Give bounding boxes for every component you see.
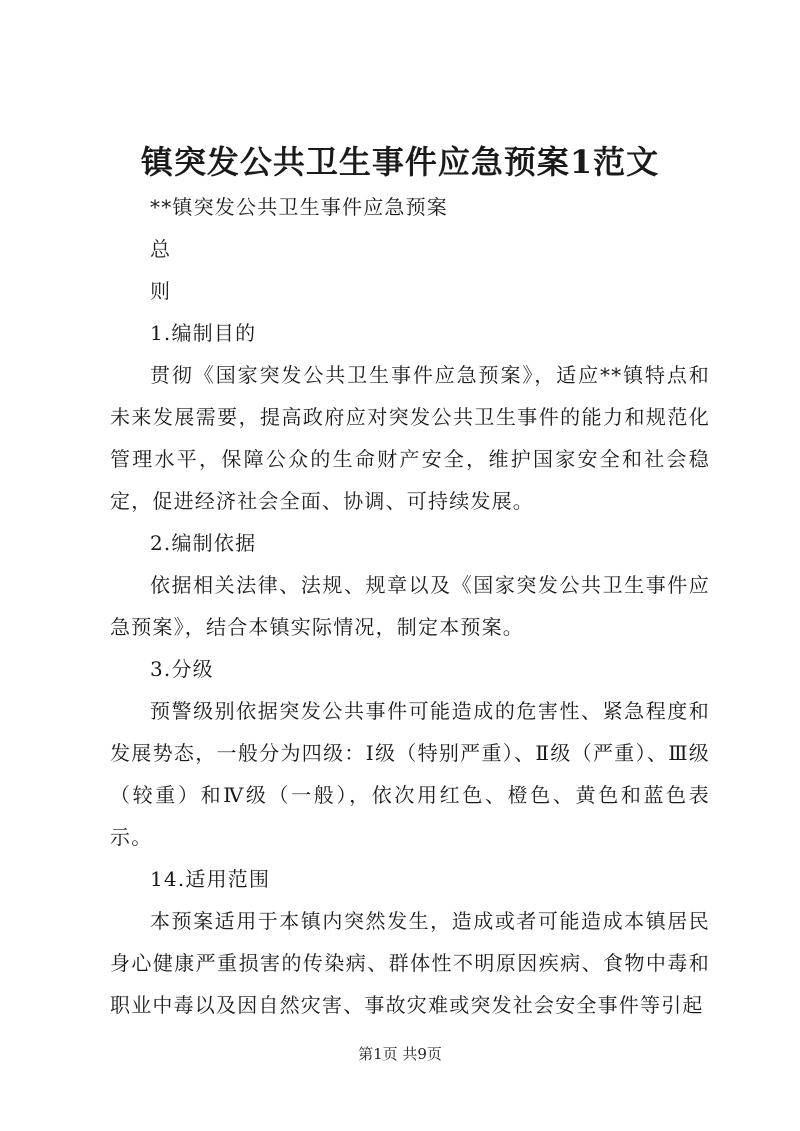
paragraph-basis: 依据相关法律、法规、规章以及《国家突发公共卫生事件应急预案》，结合本镇实际情况，制定本预案。 bbox=[110, 573, 710, 639]
document-title: 镇突发公共卫生事件应急预案1范文 bbox=[140, 143, 660, 181]
paragraph-purpose: 贯彻《国家突发公共卫生事件应急预案》，适应**镇特点和未来发展需要，提高政府应对突发公共卫生事件的能力和规范化管理水平，保障公众的生命财产安全，维护国家安全和社会稳定，促进经济社会全面、协调、可持续发展。 bbox=[110, 363, 710, 513]
page-footer: 第1页 共9页 bbox=[358, 1045, 442, 1063]
paragraph-grading: 预警级别依据突发公共事件可能造成的危害性、紧急程度和发展势态，一般分为四级：Ⅰ级（特别严重）、Ⅱ级（严重）、Ⅲ级（较重）和Ⅳ级（一般），依次用红色、橙色、黄色和蓝色表示。 bbox=[110, 699, 710, 849]
heading-grading: 3.分级 bbox=[150, 657, 214, 681]
heading-scope: 14.适用范围 bbox=[150, 867, 271, 891]
heading-purpose: 1.编制目的 bbox=[150, 321, 257, 345]
heading-basis: 2.编制依据 bbox=[150, 531, 257, 555]
section-heading-general-1: 总 bbox=[150, 237, 172, 261]
section-heading-general-2: 则 bbox=[150, 279, 172, 303]
subtitle-paragraph: **镇突发公共卫生事件应急预案 bbox=[150, 195, 448, 219]
paragraph-scope: 本预案适用于本镇内突然发生，造成或者可能造成本镇居民身心健康严重损害的传染病、群体性不明原因疾病、食物中毒和职业中毒以及因自然灾害、事故灾难或突发社会安全事件等引起 bbox=[110, 909, 710, 1017]
document-body bbox=[110, 186, 710, 1026]
